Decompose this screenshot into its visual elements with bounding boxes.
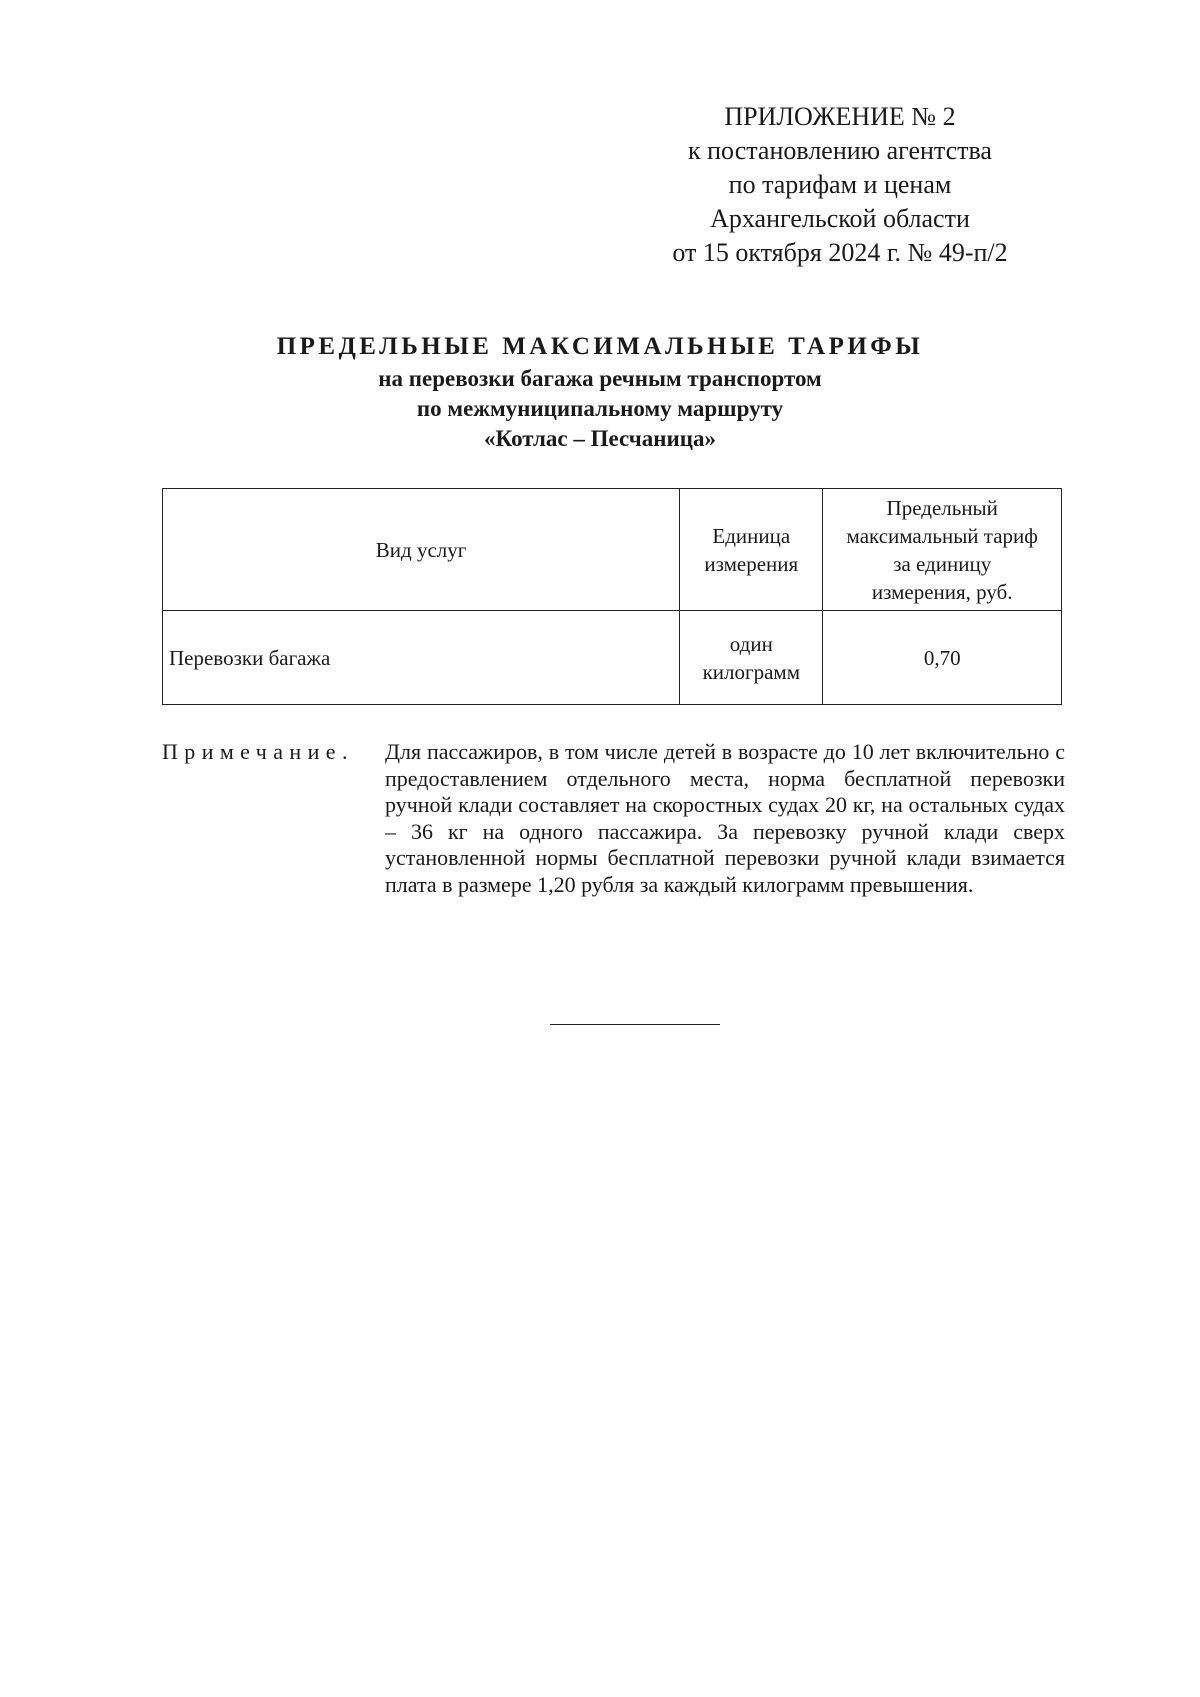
cell-price: 0,70: [823, 611, 1062, 705]
note-label: Примечание.: [162, 739, 354, 764]
header-service: Вид услуг: [163, 489, 680, 611]
document-title: [160, 330, 1040, 454]
appendix-line-5: от 15 октября 2024 г. № 49-п/2: [672, 238, 1008, 267]
title-sub-line-3: «Котлас – Песчаница»: [484, 426, 716, 451]
appendix-line-1: ПРИЛОЖЕНИЕ № 2: [724, 102, 956, 131]
tariff-table: [162, 488, 1062, 705]
cell-service: Перевозки багажа: [163, 611, 680, 705]
appendix-header: [650, 100, 1030, 270]
appendix-line-3: по тарифам и ценам: [728, 170, 952, 199]
appendix-line-2: к постановлению агентства: [688, 136, 992, 165]
table-header-row: [163, 489, 1062, 611]
title-sub-line-1: на перевозки багажа речным транспортом: [378, 366, 822, 391]
header-price: Предельный максимальный тариф за единицу измерения, руб.: [823, 489, 1062, 611]
table-row: [163, 611, 1062, 705]
note-text: Для пассажиров, в том числе детей в возрасте до 10 лет включительно с предоставлением отдельного места, норма бесплатной перевозки ручной клади составляет на скоростных судах 20 кг, на остальных судах – 36 кг на одного пассажира. За перевозку ручной клади сверх установленной нормы бесплатной перевозки ручной клади взимается плата в размере 1,20 рубля за каждый килограмм превышения.: [385, 739, 1065, 897]
title-main: ПРЕДЕЛЬНЫЕ МАКСИМАЛЬНЫЕ ТАРИФЫ: [276, 333, 924, 360]
appendix-line-4: Архангельской области: [710, 204, 970, 233]
end-divider: [550, 1024, 720, 1025]
header-unit: Единица измерения: [680, 489, 823, 611]
cell-unit: один килограмм: [680, 611, 823, 705]
title-sub-line-2: по межмуниципальному маршруту: [416, 396, 784, 421]
